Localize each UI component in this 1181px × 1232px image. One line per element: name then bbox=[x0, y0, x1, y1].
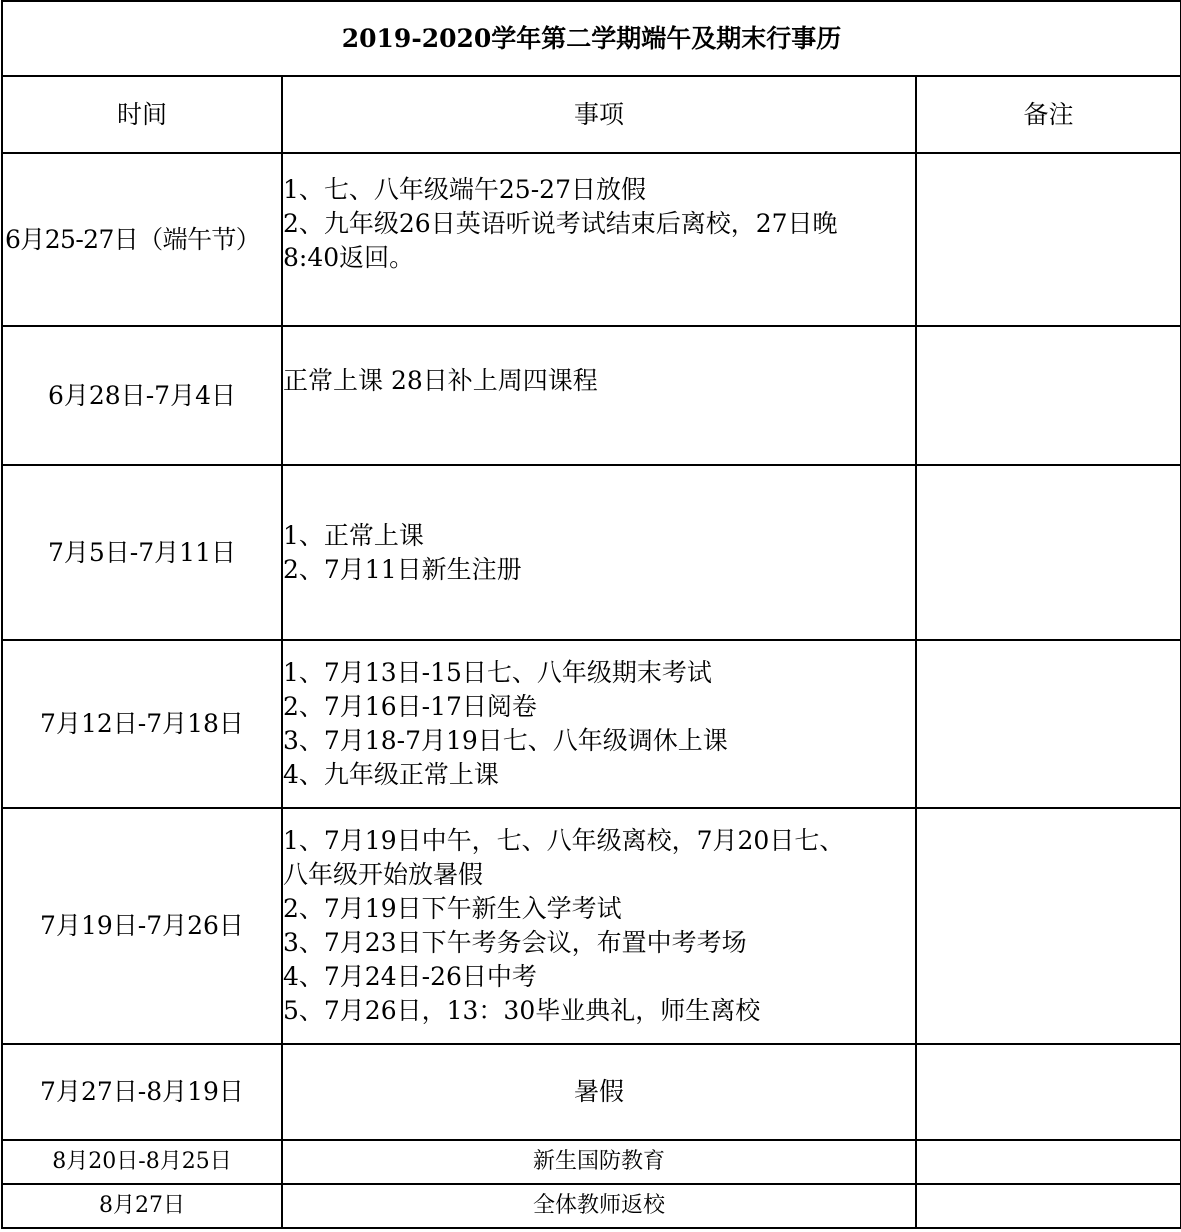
event-cell bbox=[282, 1184, 916, 1228]
event-line: 4、7月24日-26日中考 bbox=[283, 962, 537, 991]
event-line: 正常上课 28日补上周四课程 bbox=[283, 366, 598, 395]
event-cell bbox=[282, 808, 916, 1044]
time-cell: 8月27日 bbox=[2, 1184, 282, 1228]
event-line: 1、七、八年级端午25-27日放假 bbox=[283, 175, 646, 204]
note-cell bbox=[916, 1184, 1181, 1228]
note-cell bbox=[916, 153, 1181, 326]
calendar-table bbox=[1, 0, 1181, 1229]
event-line: 4、九年级正常上课 bbox=[283, 760, 499, 789]
header-note: 备注 bbox=[916, 76, 1181, 153]
header-row bbox=[2, 76, 1181, 153]
time-cell: 8月20日-8月25日 bbox=[2, 1140, 282, 1184]
table-row bbox=[2, 326, 1181, 465]
table-row bbox=[2, 1184, 1181, 1228]
event-line: 2、7月16日-17日阅卷 bbox=[283, 692, 537, 721]
event-line: 1、7月19日中午，七、八年级离校，7月20日七、 bbox=[283, 826, 845, 855]
event-cell bbox=[282, 326, 916, 465]
event-line: 2、7月11日新生注册 bbox=[283, 554, 522, 584]
event-line: 1、正常上课 bbox=[283, 520, 424, 550]
time-cell: 6月25-27日（端午节） bbox=[2, 153, 282, 326]
event-line: 3、7月18-7月19日七、八年级调休上课 bbox=[283, 726, 728, 755]
event-cell bbox=[282, 1140, 916, 1184]
table-row bbox=[2, 640, 1181, 808]
event-cell bbox=[282, 465, 916, 640]
table-row bbox=[2, 1044, 1181, 1140]
note-cell bbox=[916, 1044, 1181, 1140]
table-row bbox=[2, 153, 1181, 326]
table-row bbox=[2, 808, 1181, 1044]
note-cell bbox=[916, 808, 1181, 1044]
table-row bbox=[2, 465, 1181, 640]
note-cell bbox=[916, 1140, 1181, 1184]
time-cell: 7月27日-8月19日 bbox=[2, 1044, 282, 1140]
title-row bbox=[2, 1, 1181, 76]
event-line: 5、7月26日，13：30毕业典礼，师生离校 bbox=[283, 996, 761, 1025]
event-cell bbox=[282, 640, 916, 808]
event-line: 1、7月13日-15日七、八年级期末考试 bbox=[283, 658, 712, 687]
time-cell: 7月19日-7月26日 bbox=[2, 808, 282, 1044]
event-line: 全体教师返校 bbox=[532, 1193, 665, 1218]
table-row bbox=[2, 1140, 1181, 1184]
note-cell bbox=[916, 326, 1181, 465]
event-line: 2、九年级26日英语听说考试结束后离校，27日晚 bbox=[283, 209, 838, 238]
event-line: 2、7月19日下午新生入学考试 bbox=[283, 894, 622, 923]
header-time: 时间 bbox=[2, 76, 282, 153]
event-line: 8:40返回。 bbox=[283, 243, 415, 272]
event-cell bbox=[282, 153, 916, 326]
header-event: 事项 bbox=[282, 76, 916, 153]
event-line: 新生国防教育 bbox=[532, 1149, 665, 1174]
time-cell: 7月5日-7月11日 bbox=[2, 465, 282, 640]
note-cell bbox=[916, 640, 1181, 808]
event-line: 暑假 bbox=[573, 1077, 624, 1106]
time-cell: 7月12日-7月18日 bbox=[2, 640, 282, 808]
event-line: 3、7月23日下午考务会议，布置中考考场 bbox=[283, 928, 747, 957]
note-cell bbox=[916, 465, 1181, 640]
event-cell bbox=[282, 1044, 916, 1140]
time-cell: 6月28日-7月4日 bbox=[2, 326, 282, 465]
table-title: 2019-2020学年第二学期端午及期末行事历 bbox=[2, 1, 1181, 76]
event-line: 八年级开始放暑假 bbox=[283, 860, 484, 889]
